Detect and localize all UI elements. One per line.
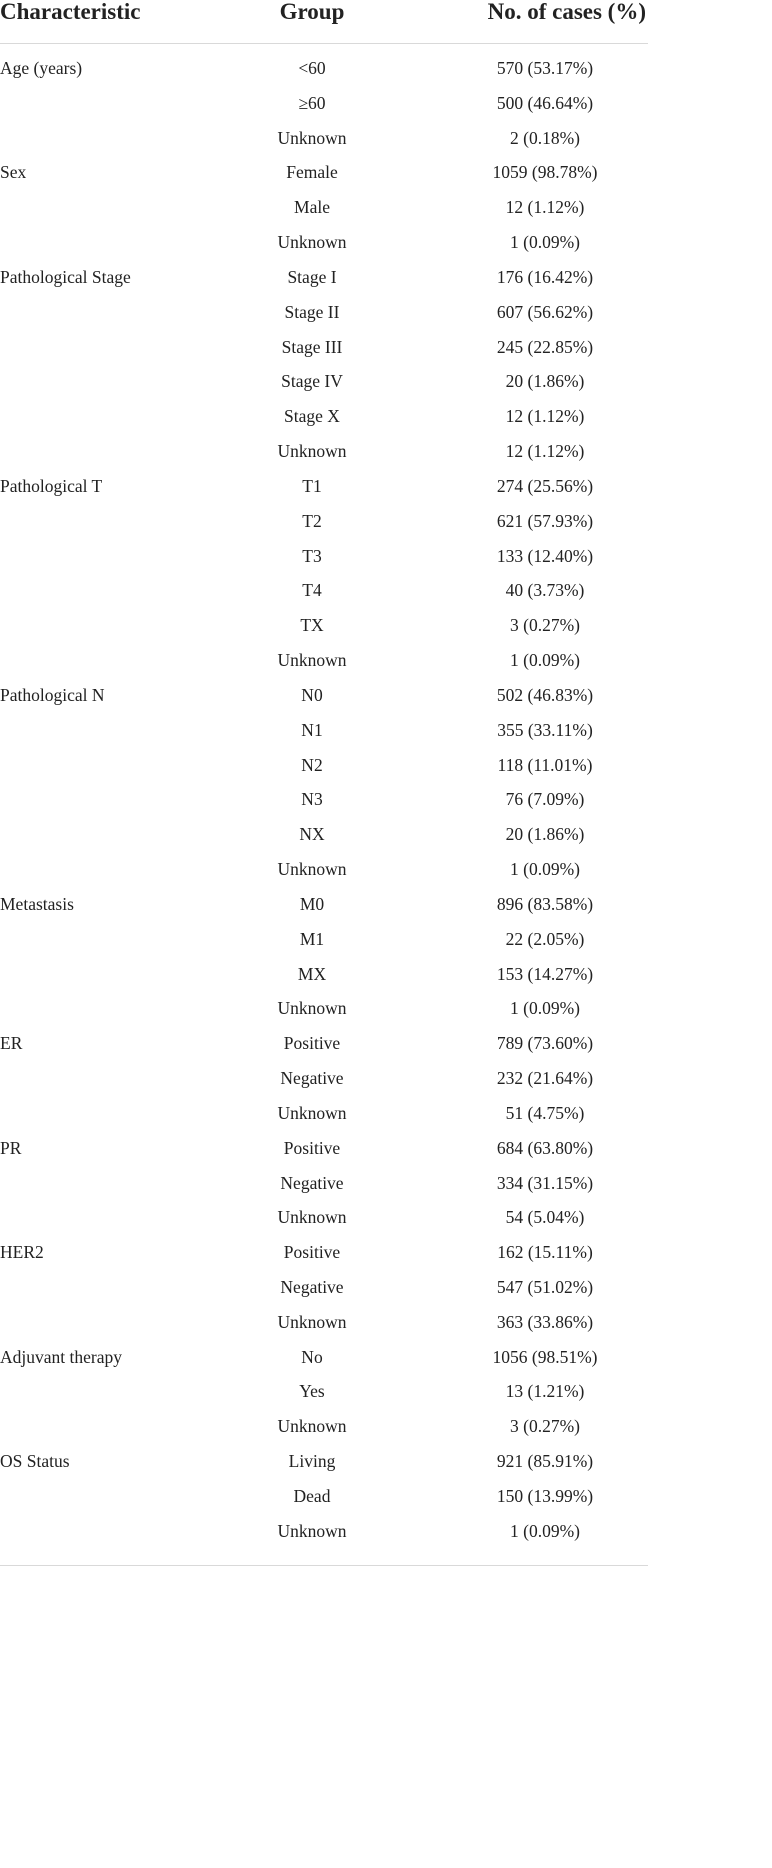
group-cell: Unknown — [277, 650, 347, 671]
table-row — [0, 1066, 648, 1101]
group-cell: N0 — [301, 684, 323, 705]
group-cell: Unknown — [277, 441, 347, 462]
table-row — [0, 300, 648, 335]
cases-cell: 1 (0.09%) — [510, 998, 580, 1019]
group-cell: T1 — [302, 475, 322, 496]
cases-cell: 1 (0.09%) — [510, 1520, 580, 1541]
group-cell: Negative — [280, 1172, 344, 1193]
table-row — [0, 265, 648, 300]
table-row — [0, 822, 648, 857]
table-row — [0, 1101, 648, 1136]
group-cell: T4 — [302, 580, 322, 601]
group-cell: Dead — [293, 1485, 331, 1506]
table-row — [0, 439, 648, 474]
group-cell: Unknown — [277, 1102, 347, 1123]
cases-cell: 3 (0.27%) — [510, 615, 580, 636]
cases-cell: 176 (16.42%) — [496, 266, 594, 287]
group-cell: Unknown — [277, 232, 347, 253]
group-cell: Unknown — [277, 1520, 347, 1541]
table-row — [0, 1205, 648, 1240]
cases-cell: 896 (83.58%) — [496, 893, 594, 914]
cases-cell: 274 (25.56%) — [496, 475, 594, 496]
group-cell: Negative — [280, 1276, 344, 1297]
characteristic-cell: Adjuvant therapy — [0, 1346, 122, 1367]
cases-cell: 20 (1.86%) — [505, 371, 585, 392]
cases-cell: 54 (5.04%) — [505, 1207, 585, 1228]
characteristic-cell: Pathological Stage — [0, 266, 131, 287]
group-cell: N3 — [301, 789, 323, 810]
table-row — [0, 578, 648, 613]
table-row — [0, 509, 648, 544]
cases-cell: 118 (11.01%) — [497, 754, 593, 775]
table-row — [0, 1240, 648, 1275]
cases-cell: 2 (0.18%) — [510, 127, 580, 148]
group-cell: No — [301, 1346, 323, 1367]
characteristic-cell: OS Status — [0, 1451, 70, 1472]
table-row — [0, 1484, 648, 1519]
table-row — [0, 474, 648, 509]
characteristic-cell: PR — [0, 1137, 22, 1158]
table-row — [0, 1310, 648, 1345]
cases-cell: 684 (63.80%) — [496, 1137, 594, 1158]
table-row — [0, 1031, 648, 1066]
group-cell: Unknown — [277, 859, 347, 880]
table-bottom-rule — [0, 1565, 648, 1566]
cases-cell: 547 (51.02%) — [496, 1276, 594, 1297]
table-row — [0, 996, 648, 1031]
table-row — [0, 753, 648, 788]
group-cell: Stage II — [284, 301, 340, 322]
header-cases: No. of cases (%) — [487, 0, 646, 24]
cases-cell: 40 (3.73%) — [505, 580, 585, 601]
table-body — [0, 56, 648, 1554]
group-cell: Positive — [283, 1137, 341, 1158]
group-cell: M0 — [299, 893, 325, 914]
table-row — [0, 613, 648, 648]
group-cell: Unknown — [277, 1311, 347, 1332]
table-row — [0, 718, 648, 753]
cases-cell: 334 (31.15%) — [496, 1172, 594, 1193]
cases-cell: 13 (1.21%) — [505, 1381, 585, 1402]
cases-cell: 621 (57.93%) — [496, 510, 594, 531]
cases-cell: 1056 (98.51%) — [492, 1346, 598, 1367]
group-cell: Stage IV — [281, 371, 343, 392]
group-cell: Stage X — [284, 406, 340, 427]
characteristic-cell: Pathological T — [0, 475, 103, 496]
group-cell: Negative — [280, 1068, 344, 1089]
table-row — [0, 1171, 648, 1206]
cases-cell: 500 (46.64%) — [496, 92, 594, 113]
table-row — [0, 230, 648, 265]
characteristic-cell: Age (years) — [0, 58, 83, 78]
header-group: Group — [279, 0, 345, 24]
table-row — [0, 1519, 648, 1554]
table-row — [0, 1414, 648, 1449]
cases-cell: 1 (0.09%) — [510, 859, 580, 880]
cases-cell: 789 (73.60%) — [496, 1033, 594, 1054]
table-row — [0, 857, 648, 892]
table-row — [0, 1379, 648, 1414]
table-row — [0, 1449, 648, 1484]
table-row — [0, 927, 648, 962]
cases-cell: 51 (4.75%) — [505, 1102, 585, 1123]
group-cell: N2 — [301, 754, 323, 775]
cases-cell: 3 (0.27%) — [510, 1416, 580, 1437]
cases-cell: 355 (33.11%) — [497, 719, 593, 740]
group-cell: NX — [299, 824, 325, 845]
group-cell: Living — [288, 1451, 336, 1472]
table-row — [0, 335, 648, 370]
group-cell: Stage I — [287, 266, 337, 287]
group-cell: Yes — [299, 1381, 325, 1402]
table-row — [0, 544, 648, 579]
table-row — [0, 962, 648, 997]
cases-cell: 12 (1.12%) — [505, 441, 585, 462]
group-cell: ≥60 — [298, 92, 326, 113]
table-row — [0, 683, 648, 718]
group-cell: Unknown — [277, 998, 347, 1019]
table-row — [0, 160, 648, 195]
group-cell: MX — [297, 963, 327, 984]
table-row — [0, 91, 648, 126]
cases-cell: 921 (85.91%) — [496, 1451, 594, 1472]
table-row — [0, 369, 648, 404]
characteristic-cell: Pathological N — [0, 684, 105, 705]
characteristic-cell: ER — [0, 1033, 23, 1054]
cases-cell: 607 (56.62%) — [496, 301, 594, 322]
cases-cell: 22 (2.05%) — [505, 928, 585, 949]
group-cell: Stage III — [281, 336, 343, 357]
group-cell: Unknown — [277, 127, 347, 148]
cases-cell: 20 (1.86%) — [505, 824, 585, 845]
cases-cell: 1 (0.09%) — [510, 650, 580, 671]
cases-cell: 502 (46.83%) — [496, 684, 594, 705]
cases-cell: 1059 (98.78%) — [492, 162, 598, 183]
characteristic-cell: Sex — [0, 162, 27, 183]
header-characteristic: Characteristic — [0, 0, 141, 24]
table-row — [0, 404, 648, 439]
group-cell: <60 — [298, 58, 326, 78]
table-row — [0, 648, 648, 683]
cases-cell: 12 (1.12%) — [505, 406, 585, 427]
cases-cell: 162 (15.11%) — [497, 1242, 593, 1263]
table-row — [0, 1136, 648, 1171]
group-cell: M1 — [299, 928, 325, 949]
characteristic-cell: Metastasis — [0, 893, 74, 914]
group-cell: N1 — [301, 719, 323, 740]
table-row — [0, 195, 648, 230]
table-row — [0, 787, 648, 822]
group-cell: T2 — [302, 510, 322, 531]
table-row — [0, 1345, 648, 1380]
group-cell: Positive — [283, 1033, 341, 1054]
table-row — [0, 56, 648, 91]
cases-cell: 153 (14.27%) — [496, 963, 594, 984]
group-cell: Positive — [283, 1242, 341, 1263]
group-cell: Female — [286, 162, 338, 183]
cases-cell: 363 (33.86%) — [496, 1311, 594, 1332]
cases-cell: 133 (12.40%) — [496, 545, 594, 566]
cases-cell: 232 (21.64%) — [496, 1068, 594, 1089]
cases-cell: 245 (22.85%) — [496, 336, 594, 357]
group-cell: TX — [300, 615, 324, 636]
cases-cell: 1 (0.09%) — [510, 232, 580, 253]
cases-cell: 76 (7.09%) — [505, 789, 585, 810]
table-header — [0, 0, 648, 44]
table-row — [0, 892, 648, 927]
table-row — [0, 126, 648, 161]
group-cell: T3 — [302, 545, 322, 566]
group-cell: Male — [294, 197, 330, 218]
table-row — [0, 1275, 648, 1310]
cases-cell: 150 (13.99%) — [496, 1485, 594, 1506]
group-cell: Unknown — [277, 1207, 347, 1228]
cases-cell: 570 (53.17%) — [496, 58, 594, 78]
group-cell: Unknown — [277, 1416, 347, 1437]
characteristic-cell: HER2 — [0, 1242, 44, 1263]
cases-cell: 12 (1.12%) — [505, 197, 585, 218]
